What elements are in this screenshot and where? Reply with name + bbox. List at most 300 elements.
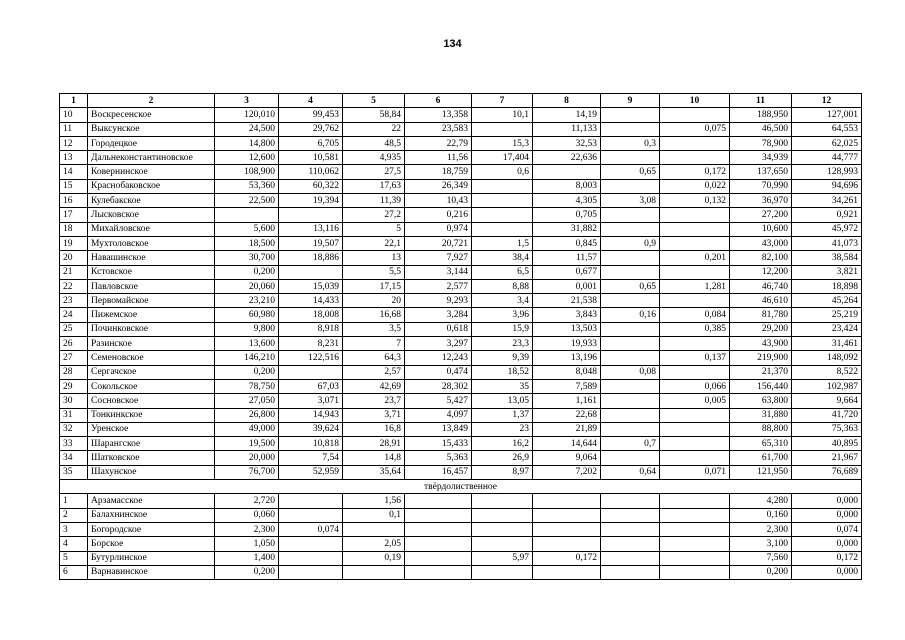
row-number-cell: 11 [60,122,88,136]
value-cell: 40,895 [792,437,862,451]
column-header: 9 [601,94,660,108]
value-cell: 23 [472,422,533,436]
value-cell: 0,172 [792,551,862,565]
value-cell: 1,050 [215,537,279,551]
row-number-cell: 20 [60,251,88,265]
row-number-cell: 3 [60,522,88,536]
value-cell: 2,300 [730,522,792,536]
value-cell: 94,696 [792,179,862,193]
value-cell: 3,08 [601,194,660,208]
value-cell: 58,84 [343,108,405,122]
district-name-cell: Мухтоловское [88,236,215,250]
value-cell: 31,461 [792,337,862,351]
value-cell: 3,843 [533,308,601,322]
value-cell: 17,404 [472,151,533,165]
table-row [60,165,862,179]
value-cell: 6,705 [279,136,343,150]
value-cell: 11,39 [343,194,405,208]
value-cell: 18,52 [472,365,533,379]
value-cell [660,151,730,165]
value-cell: 15,9 [472,322,533,336]
value-cell: 45,264 [792,294,862,308]
value-cell [660,422,730,436]
value-cell: 5,600 [215,222,279,236]
value-cell: 15,3 [472,136,533,150]
value-cell: 127,001 [792,108,862,122]
column-header: 4 [279,94,343,108]
table-row [60,208,862,222]
value-cell: 110,062 [279,165,343,179]
value-cell: 12,243 [405,351,472,365]
row-number-cell: 17 [60,208,88,222]
value-cell: 82,100 [730,251,792,265]
value-cell: 8,522 [792,365,862,379]
value-cell: 53,360 [215,179,279,193]
row-number-cell: 14 [60,165,88,179]
value-cell: 30,700 [215,251,279,265]
value-cell: 28,91 [343,437,405,451]
value-cell: 0,16 [601,308,660,322]
value-cell [472,522,533,536]
value-cell: 39,624 [279,422,343,436]
value-cell: 11,57 [533,251,601,265]
value-cell: 1,161 [533,394,601,408]
value-cell: 34,261 [792,194,862,208]
value-cell: 35 [472,379,533,393]
value-cell: 32,53 [533,136,601,150]
value-cell [279,565,343,579]
value-cell: 137,650 [730,165,792,179]
row-number-cell: 32 [60,422,88,436]
value-cell: 38,584 [792,251,862,265]
value-cell: 0,216 [405,208,472,222]
value-cell [279,494,343,508]
value-cell: 15,039 [279,279,343,293]
value-cell: 0,001 [533,279,601,293]
value-cell: 76,689 [792,465,862,479]
table-row [60,265,862,279]
value-cell: 52,959 [279,465,343,479]
value-cell [405,508,472,522]
value-cell: 4,097 [405,408,472,422]
district-name-cell: Шахунское [88,465,215,479]
value-cell: 26,349 [405,179,472,193]
value-cell: 0,677 [533,265,601,279]
table-row [60,322,862,336]
value-cell: 13,849 [405,422,472,436]
district-name-cell: Бутурлинское [88,551,215,565]
value-cell: 219,900 [730,351,792,365]
value-cell: 9,064 [533,451,601,465]
table-row [60,279,862,293]
value-cell: 41,720 [792,408,862,422]
value-cell: 43,000 [730,236,792,250]
value-cell [660,208,730,222]
value-cell: 0,000 [792,494,862,508]
column-header: 12 [792,94,862,108]
value-cell: 21,967 [792,451,862,465]
value-cell [601,494,660,508]
value-cell: 18,898 [792,279,862,293]
value-cell: 16,2 [472,437,533,451]
value-cell: 1,281 [660,279,730,293]
value-cell: 0,071 [660,465,730,479]
value-cell: 22,636 [533,151,601,165]
value-cell [601,422,660,436]
value-cell: 14,800 [215,136,279,150]
table-row [60,508,862,522]
value-cell: 14,8 [343,451,405,465]
value-cell: 0,005 [660,394,730,408]
value-cell: 8,048 [533,365,601,379]
value-cell: 22,500 [215,194,279,208]
district-name-cell: Михайловское [88,222,215,236]
row-number-cell: 5 [60,551,88,565]
column-header: 8 [533,94,601,108]
value-cell: 8,918 [279,322,343,336]
value-cell [533,537,601,551]
value-cell: 65,310 [730,437,792,451]
value-cell: 13,196 [533,351,601,365]
row-number-cell: 12 [60,136,88,150]
value-cell: 7 [343,337,405,351]
value-cell: 13,600 [215,337,279,351]
value-cell: 27,5 [343,165,405,179]
value-cell: 5,363 [405,451,472,465]
value-cell: 2,05 [343,537,405,551]
table-row [60,522,862,536]
value-cell: 27,200 [730,208,792,222]
value-cell: 62,025 [792,136,862,150]
value-cell: 22 [343,122,405,136]
value-cell: 23,583 [405,122,472,136]
value-cell: 0,201 [660,251,730,265]
forestry-data-table [59,93,862,580]
value-cell: 7,927 [405,251,472,265]
column-header: 1 [60,94,88,108]
district-name-cell: Уренское [88,422,215,436]
district-name-cell: Дальнеконстантиновское [88,151,215,165]
value-cell: 0,066 [660,379,730,393]
value-cell: 0,7 [601,437,660,451]
value-cell: 4,305 [533,194,601,208]
value-cell [405,565,472,579]
value-cell [601,122,660,136]
value-cell [601,408,660,422]
value-cell: 3,4 [472,294,533,308]
value-cell: 99,453 [279,108,343,122]
district-name-cell: Сокольское [88,379,215,393]
value-cell [601,337,660,351]
value-cell [601,508,660,522]
table-row [60,151,862,165]
row-number-cell: 15 [60,179,88,193]
table-row [60,351,862,365]
district-name-cell: Семеновское [88,351,215,365]
value-cell: 0,200 [215,265,279,279]
value-cell: 22,1 [343,236,405,250]
row-number-cell: 29 [60,379,88,393]
row-number-cell: 18 [60,222,88,236]
value-cell: 0,000 [792,537,862,551]
table-header-row [60,94,862,108]
value-cell [343,565,405,579]
value-cell [601,565,660,579]
row-number-cell: 26 [60,337,88,351]
row-number-cell: 2 [60,508,88,522]
value-cell: 3,297 [405,337,472,351]
value-cell [660,551,730,565]
value-cell: 78,750 [215,379,279,393]
value-cell: 0,200 [730,565,792,579]
value-cell [601,522,660,536]
value-cell [405,494,472,508]
district-name-cell: Пижемское [88,308,215,322]
value-cell [279,551,343,565]
value-cell [215,208,279,222]
value-cell: 0,474 [405,365,472,379]
table-row [60,179,862,193]
value-cell: 31,880 [730,408,792,422]
value-cell [533,165,601,179]
row-number-cell: 4 [60,537,88,551]
value-cell: 0,64 [601,465,660,479]
value-cell: 31,882 [533,222,601,236]
value-cell [472,222,533,236]
value-cell: 38,4 [472,251,533,265]
value-cell: 4,280 [730,494,792,508]
value-cell: 12,200 [730,265,792,279]
value-cell [660,236,730,250]
value-cell: 21,370 [730,365,792,379]
value-cell: 9,664 [792,394,862,408]
value-cell [660,451,730,465]
value-cell: 0,132 [660,194,730,208]
row-number-cell: 30 [60,394,88,408]
value-cell [472,179,533,193]
table-row [60,136,862,150]
value-cell: 46,610 [730,294,792,308]
value-cell: 1,56 [343,494,405,508]
value-cell: 5 [343,222,405,236]
district-name-cell: Борское [88,537,215,551]
value-cell [533,508,601,522]
value-cell: 78,900 [730,136,792,150]
value-cell: 0,172 [660,165,730,179]
value-cell: 10,43 [405,194,472,208]
value-cell: 18,886 [279,251,343,265]
value-cell: 0,618 [405,322,472,336]
table-row [60,236,862,250]
value-cell [601,179,660,193]
district-name-cell: Краснобаковское [88,179,215,193]
value-cell: 9,39 [472,351,533,365]
value-cell [279,265,343,279]
value-cell [405,551,472,565]
value-cell: 60,980 [215,308,279,322]
value-cell: 0,08 [601,365,660,379]
value-cell: 81,780 [730,308,792,322]
district-name-cell: Кулебакское [88,194,215,208]
value-cell: 11,56 [405,151,472,165]
value-cell: 3,100 [730,537,792,551]
value-cell: 0,200 [215,565,279,579]
value-cell: 67,03 [279,379,343,393]
district-name-cell: Первомайское [88,294,215,308]
value-cell: 1,400 [215,551,279,565]
value-cell: 0,845 [533,236,601,250]
value-cell: 76,700 [215,465,279,479]
row-number-cell: 28 [60,365,88,379]
value-cell: 0,921 [792,208,862,222]
value-cell: 29,200 [730,322,792,336]
value-cell: 9,293 [405,294,472,308]
district-name-cell: Кстовское [88,265,215,279]
value-cell [660,565,730,579]
row-number-cell: 35 [60,465,88,479]
value-cell: 3,144 [405,265,472,279]
value-cell [660,437,730,451]
value-cell: 20,721 [405,236,472,250]
district-name-cell: Ковернинское [88,165,215,179]
value-cell: 0,974 [405,222,472,236]
value-cell: 64,3 [343,351,405,365]
value-cell: 21,89 [533,422,601,436]
column-header: 6 [405,94,472,108]
value-cell: 3,284 [405,308,472,322]
value-cell [601,265,660,279]
district-name-cell: Арзамасское [88,494,215,508]
district-name-cell: Варнавинское [88,565,215,579]
row-number-cell: 16 [60,194,88,208]
value-cell: 12,600 [215,151,279,165]
value-cell: 25,219 [792,308,862,322]
value-cell: 3,071 [279,394,343,408]
value-cell: 13,358 [405,108,472,122]
value-cell: 0,160 [730,508,792,522]
value-cell [601,351,660,365]
value-cell [472,565,533,579]
value-cell: 20,000 [215,451,279,465]
district-name-cell: Шарангское [88,437,215,451]
district-name-cell: Воскресенское [88,108,215,122]
value-cell: 24,500 [215,122,279,136]
table-row [60,537,862,551]
value-cell: 48,5 [343,136,405,150]
value-cell: 63,800 [730,394,792,408]
value-cell: 0,65 [601,279,660,293]
district-name-cell: Павловское [88,279,215,293]
value-cell: 0,385 [660,322,730,336]
value-cell: 0,022 [660,179,730,193]
value-cell: 75,363 [792,422,862,436]
value-cell: 9,800 [215,322,279,336]
value-cell [533,494,601,508]
district-name-cell: Сосновское [88,394,215,408]
district-name-cell: Балахнинское [88,508,215,522]
value-cell: 21,538 [533,294,601,308]
value-cell: 0,6 [472,165,533,179]
value-cell: 148,092 [792,351,862,365]
value-cell [279,508,343,522]
value-cell: 0,9 [601,236,660,250]
value-cell: 61,700 [730,451,792,465]
value-cell [601,451,660,465]
value-cell: 2,720 [215,494,279,508]
value-cell: 7,54 [279,451,343,465]
value-cell: 22,79 [405,136,472,150]
row-number-cell: 23 [60,294,88,308]
row-number-cell: 21 [60,265,88,279]
value-cell [601,222,660,236]
table-row [60,108,862,122]
value-cell: 19,394 [279,194,343,208]
value-cell: 3,96 [472,308,533,322]
value-cell [472,122,533,136]
table-row [60,337,862,351]
value-cell [601,151,660,165]
column-header: 2 [88,94,215,108]
value-cell: 108,900 [215,165,279,179]
column-header: 3 [215,94,279,108]
value-cell: 0,705 [533,208,601,222]
value-cell: 45,972 [792,222,862,236]
value-cell [533,565,601,579]
value-cell: 36,970 [730,194,792,208]
column-header: 5 [343,94,405,108]
value-cell: 0,084 [660,308,730,322]
table-row [60,365,862,379]
row-number-cell: 25 [60,322,88,336]
value-cell: 3,821 [792,265,862,279]
value-cell: 0,137 [660,351,730,365]
value-cell: 27,2 [343,208,405,222]
value-cell [472,194,533,208]
value-cell: 2,300 [215,522,279,536]
value-cell: 20 [343,294,405,308]
value-cell [660,522,730,536]
value-cell: 3,71 [343,408,405,422]
value-cell [660,265,730,279]
value-cell: 27,050 [215,394,279,408]
value-cell: 70,990 [730,179,792,193]
row-number-cell: 34 [60,451,88,465]
value-cell [343,522,405,536]
value-cell: 0,060 [215,508,279,522]
value-cell [472,508,533,522]
value-cell [660,508,730,522]
value-cell [601,294,660,308]
value-cell: 0,000 [792,565,862,579]
value-cell: 0,3 [601,136,660,150]
value-cell: 10,818 [279,437,343,451]
section-row [60,480,862,494]
value-cell: 16,457 [405,465,472,479]
value-cell: 26,9 [472,451,533,465]
value-cell [660,294,730,308]
value-cell: 14,19 [533,108,601,122]
value-cell: 42,69 [343,379,405,393]
row-number-cell: 19 [60,236,88,250]
table-row [60,122,862,136]
value-cell: 121,950 [730,465,792,479]
value-cell [660,222,730,236]
value-cell: 1,5 [472,236,533,250]
table-row [60,422,862,436]
value-cell: 120,010 [215,108,279,122]
value-cell: 0,200 [215,365,279,379]
value-cell: 43,900 [730,337,792,351]
